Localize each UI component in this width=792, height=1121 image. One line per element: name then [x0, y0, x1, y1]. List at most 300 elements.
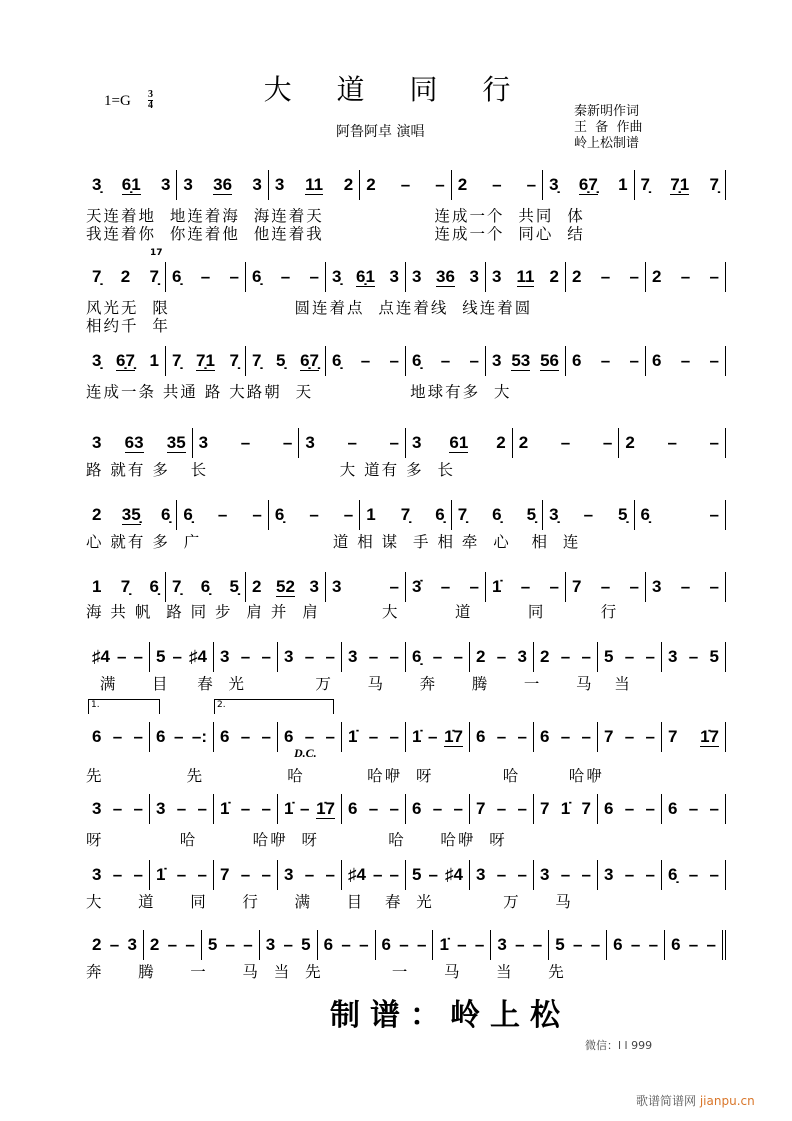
note: 6̣ — [412, 647, 422, 666]
measure — [598, 794, 662, 824]
note: – — [416, 935, 427, 954]
note: – — [435, 175, 445, 194]
note: 3 — [252, 175, 262, 194]
measure — [150, 794, 214, 824]
note: 7̣ — [172, 577, 182, 596]
note: – — [624, 865, 635, 884]
time-bottom: 4 — [148, 100, 153, 111]
note: 1̇ — [560, 799, 571, 818]
note: – — [560, 433, 571, 452]
note: – — [240, 433, 251, 452]
note: – — [172, 647, 182, 666]
note: 3 — [412, 433, 422, 452]
note: – — [560, 865, 571, 884]
note: – — [648, 935, 659, 954]
measure — [635, 170, 726, 200]
note: – — [709, 433, 720, 452]
note: 7 — [581, 799, 591, 818]
measure — [150, 722, 214, 752]
note: 1̇ — [412, 727, 422, 746]
staff-row — [86, 428, 726, 458]
note: – — [133, 647, 143, 666]
measure — [646, 572, 726, 602]
note: – — [325, 647, 335, 666]
note: 6 — [540, 727, 550, 746]
measure — [470, 860, 534, 890]
note: 6̣7̣ — [578, 174, 598, 194]
note: 2 — [343, 175, 354, 194]
lyrics-line: 满 目 春 光 万 马 奔 腾 一 马 当 — [86, 675, 632, 693]
note: – — [428, 727, 438, 746]
note: 3 — [309, 577, 319, 596]
note: 2 — [652, 267, 662, 286]
lyrics-line: 奔 腾 一 马 当 先 一 马 当 先 — [86, 963, 566, 981]
note: – — [428, 865, 438, 884]
note: 53 — [511, 350, 531, 370]
measure — [470, 642, 534, 672]
note: 2 — [625, 433, 635, 452]
note: 7̣1 — [670, 174, 690, 194]
note: 35 — [166, 432, 186, 452]
note: ♯4 — [445, 865, 463, 884]
note: – — [325, 865, 335, 884]
measure — [665, 930, 726, 960]
note: 3 — [220, 647, 230, 666]
note: – — [624, 727, 635, 746]
measure — [406, 722, 470, 752]
note: 7̣ — [229, 351, 239, 370]
measure — [86, 500, 177, 530]
measure — [543, 170, 634, 200]
note: 6̣ — [183, 505, 193, 524]
note: – — [581, 647, 591, 666]
measure — [406, 860, 470, 890]
note: 3̣ — [549, 505, 559, 524]
note: 7̣ — [92, 267, 102, 286]
staff-row — [86, 170, 726, 200]
measure — [486, 346, 566, 376]
note: 6 — [613, 935, 623, 954]
note: – — [300, 799, 310, 818]
measure — [491, 930, 549, 960]
measure — [549, 930, 607, 960]
note: 2 — [92, 505, 102, 524]
note: 3̣ — [549, 175, 559, 194]
measure — [360, 500, 451, 530]
song-title: 大 道 同 行 — [263, 73, 529, 106]
note: – — [389, 351, 399, 370]
key-signature: 1=G — [104, 93, 131, 109]
note: – — [680, 577, 691, 596]
note: – — [389, 433, 399, 452]
measure — [269, 170, 360, 200]
measure — [646, 346, 726, 376]
staff-row — [86, 794, 726, 824]
note: – — [217, 505, 228, 524]
note: – — [515, 935, 525, 954]
note: – — [453, 647, 463, 666]
note: 3 — [492, 351, 502, 370]
note: – — [167, 935, 178, 954]
note: 3 — [492, 267, 502, 286]
note: – — [709, 577, 719, 596]
note: 3 — [517, 647, 527, 666]
note: –: — [191, 727, 207, 746]
note: 1̇ — [348, 727, 358, 746]
note: 6 — [348, 799, 358, 818]
lyrics-line: 心 就有 多 广 道 相 谋 手 相 牵 心 相 连 — [86, 533, 581, 551]
volta-1: 1. — [88, 699, 160, 714]
note: – — [496, 799, 507, 818]
note: – — [688, 799, 699, 818]
note: 63 — [124, 432, 144, 452]
note: 1̇ — [492, 577, 502, 596]
note: 3 — [160, 175, 171, 194]
note: 1̇ — [284, 799, 294, 818]
note: – — [341, 935, 351, 954]
note: – — [581, 865, 591, 884]
note: – — [583, 505, 594, 524]
measure — [177, 170, 268, 200]
measure — [86, 860, 150, 890]
da-capo-mark: D.C. — [294, 746, 317, 760]
note: – — [572, 935, 583, 954]
note: – — [240, 647, 251, 666]
note: – — [252, 505, 262, 524]
measure — [452, 500, 543, 530]
watermark-cn: 歌谱简谱网 — [636, 1094, 697, 1108]
measure — [318, 930, 376, 960]
note: 3 — [668, 647, 678, 666]
measure — [166, 572, 246, 602]
measure — [193, 428, 300, 458]
measure — [278, 794, 342, 824]
note: – — [706, 935, 716, 954]
note: 3 — [284, 865, 294, 884]
note: – — [304, 647, 315, 666]
note: – — [389, 799, 399, 818]
note: 6 — [604, 799, 614, 818]
measure — [662, 642, 726, 672]
note: – — [343, 505, 354, 524]
staff-row — [86, 930, 726, 960]
note: – — [283, 935, 293, 954]
note: 2 — [149, 935, 160, 954]
note: 3 — [284, 647, 294, 666]
measure — [342, 722, 406, 752]
measure — [360, 170, 451, 200]
measure — [86, 572, 166, 602]
measure — [376, 930, 434, 960]
measure — [214, 642, 278, 672]
measure — [534, 794, 598, 824]
measure — [607, 930, 665, 960]
measure — [299, 428, 406, 458]
note: 7 — [220, 865, 230, 884]
note: – — [176, 865, 187, 884]
note: – — [173, 727, 184, 746]
note: – — [200, 267, 211, 286]
note: – — [600, 577, 611, 596]
note: – — [261, 727, 271, 746]
measure — [470, 722, 534, 752]
note: 2 — [518, 433, 529, 452]
measure — [342, 860, 406, 890]
note: ♯4 — [189, 647, 207, 666]
note: 5̣ — [276, 351, 286, 370]
measure — [534, 860, 598, 890]
note: – — [629, 351, 639, 370]
note: 3̣ — [92, 175, 102, 194]
note: 2 — [120, 267, 131, 286]
note: 1̇ — [156, 865, 166, 884]
note: 6 — [652, 351, 662, 370]
note: 7 — [476, 799, 486, 818]
note: – — [600, 351, 611, 370]
lyricist: 秦新明作词 — [574, 104, 640, 119]
note: – — [549, 577, 559, 596]
note: 6̣7̣ — [116, 350, 135, 370]
note: – — [243, 935, 253, 954]
note: – — [282, 433, 293, 452]
note: 5 — [412, 865, 422, 884]
measure — [86, 930, 144, 960]
measure — [326, 572, 406, 602]
singer: 阿鲁阿卓 演唱 — [336, 124, 425, 140]
lyrics-line: 连成一条 共通 路 大路朝 天 地球有多 大 — [86, 383, 512, 401]
note: – — [532, 935, 543, 954]
note: 1̇7 — [444, 726, 463, 746]
credits — [574, 104, 643, 152]
measure — [86, 428, 193, 458]
measure — [598, 722, 662, 752]
note: 3 — [469, 267, 479, 286]
note: 3 — [127, 935, 137, 954]
note: – — [432, 799, 443, 818]
note: – — [469, 577, 479, 596]
note: 6̣7̣ — [300, 350, 319, 370]
note: – — [560, 727, 571, 746]
note: 3 — [156, 799, 166, 818]
note: 3 — [604, 865, 614, 884]
note: – — [645, 865, 655, 884]
lyrics-line: 呀 哈 哈咿 呀 哈 哈咿 呀 — [86, 831, 507, 849]
note: 5 — [604, 647, 614, 666]
note: – — [709, 865, 719, 884]
note: – — [389, 577, 399, 596]
measure — [166, 346, 246, 376]
note: – — [630, 935, 641, 954]
note: – — [229, 267, 239, 286]
measure — [144, 930, 202, 960]
measure — [86, 262, 166, 292]
note: – — [440, 351, 451, 370]
note: 1̇7 — [700, 726, 719, 746]
note: – — [261, 865, 271, 884]
measure — [202, 930, 260, 960]
measure — [566, 346, 646, 376]
note: 2 — [549, 267, 559, 286]
measure — [406, 572, 486, 602]
measure — [598, 642, 662, 672]
note: – — [117, 647, 127, 666]
measure — [470, 794, 534, 824]
note: 5 — [555, 935, 565, 954]
note: – — [526, 175, 537, 194]
composer: 王 备 作曲 — [574, 120, 643, 135]
lyrics-line: 风光无 限 圆连着点 点连着线 线连着圆 — [86, 299, 533, 317]
note: – — [492, 175, 502, 194]
note: 3̇ — [412, 577, 422, 596]
grace-note: 17 — [150, 248, 163, 258]
time-top: 3 — [148, 89, 153, 100]
note: 5 — [709, 647, 719, 666]
note: – — [629, 577, 639, 596]
measure — [214, 860, 278, 890]
measure — [269, 500, 360, 530]
note: – — [133, 727, 143, 746]
measure — [534, 722, 598, 752]
note: 11 — [305, 174, 324, 194]
note: 5 — [301, 935, 311, 954]
note: 3 — [412, 267, 422, 286]
note: – — [176, 799, 187, 818]
staff-row — [86, 262, 726, 292]
note: 36 — [213, 174, 233, 194]
measure — [86, 170, 177, 200]
note: 6 — [671, 935, 681, 954]
note: – — [624, 647, 635, 666]
note: 3 — [497, 935, 507, 954]
lyrics-line: 天连着地 地连着海 海连着天 连成一个 共同 体 — [86, 207, 585, 225]
note: 3 — [476, 865, 486, 884]
note: – — [600, 267, 611, 286]
measure — [246, 262, 326, 292]
note: – — [185, 935, 195, 954]
measure — [406, 428, 513, 458]
volta-2: 2. — [214, 699, 334, 714]
note: 61 — [449, 432, 469, 452]
staff-row — [86, 572, 726, 602]
measure — [86, 346, 166, 376]
note: 2 — [252, 577, 262, 596]
note: – — [360, 351, 371, 370]
note: 5̣ — [229, 577, 239, 596]
lyrics-line: 路 就有 多 长 大 道有 多 长 — [86, 461, 455, 479]
measure — [662, 860, 726, 890]
staff-row — [86, 346, 726, 376]
note: 3 — [92, 433, 102, 452]
note: – — [440, 577, 451, 596]
note: 6̣ — [252, 267, 262, 286]
note: ♯4 — [92, 647, 110, 666]
note: – — [399, 935, 409, 954]
measure — [406, 262, 486, 292]
note: – — [709, 267, 719, 286]
note: 1 — [92, 577, 102, 596]
lyrics-line: 海 共 帆 路 同 步 肩 并 肩 大 道 同 行 — [86, 603, 619, 621]
measure — [214, 722, 278, 752]
note: 7̣ — [120, 577, 131, 596]
note: – — [688, 935, 699, 954]
note: 3 — [652, 577, 662, 596]
note: 6 — [412, 799, 422, 818]
note: – — [688, 865, 699, 884]
note: – — [432, 647, 443, 666]
note: 56 — [540, 350, 559, 370]
note: 7̣ — [252, 351, 262, 370]
note: – — [197, 865, 207, 884]
note: 3̣ — [332, 267, 342, 286]
staff-row — [86, 722, 726, 752]
note: – — [112, 865, 123, 884]
measure — [86, 722, 150, 752]
note: 6̣ — [149, 577, 159, 596]
note: – — [112, 727, 123, 746]
measure — [150, 860, 214, 890]
note: 6̣ — [332, 351, 342, 370]
note: 6̣ — [435, 505, 445, 524]
note: – — [400, 175, 411, 194]
note: – — [520, 577, 531, 596]
note: 6̣ — [640, 505, 650, 524]
measure — [326, 346, 406, 376]
note: – — [602, 433, 613, 452]
note: – — [240, 865, 251, 884]
note: 3 — [332, 577, 342, 596]
note: – — [517, 799, 527, 818]
lyrics-line: 先 先 哈 哈咿 呀 哈 哈咿 — [86, 767, 604, 785]
note: – — [304, 865, 315, 884]
note: – — [133, 865, 143, 884]
note: – — [474, 935, 485, 954]
measure — [406, 346, 486, 376]
note: – — [261, 799, 271, 818]
watermark-en: jianpu.cn — [699, 1094, 755, 1108]
note: – — [688, 647, 699, 666]
watermark — [636, 1092, 755, 1109]
note: 2 — [496, 433, 506, 452]
note: 35̣ — [121, 504, 141, 524]
note: 3 — [92, 865, 102, 884]
note: 6 — [284, 727, 294, 746]
note: 11 — [516, 266, 535, 286]
measure — [86, 642, 150, 672]
measure — [278, 860, 342, 890]
measure — [406, 642, 470, 672]
note: – — [709, 505, 719, 524]
note: – — [240, 727, 251, 746]
note: 6 — [572, 351, 582, 370]
note: – — [197, 799, 207, 818]
time-signature — [148, 90, 153, 111]
note: 3̣ — [92, 351, 102, 370]
note: 7̣ — [640, 175, 650, 194]
note: 3 — [198, 433, 209, 452]
note: – — [517, 865, 527, 884]
note: 5 — [156, 647, 166, 666]
note: 1 — [149, 351, 159, 370]
note: – — [680, 267, 691, 286]
note: 3 — [348, 647, 358, 666]
staff-row — [86, 642, 726, 672]
note: – — [624, 799, 635, 818]
note: – — [581, 727, 591, 746]
measure — [566, 262, 646, 292]
lyrics-line: 相约千 年 — [86, 317, 170, 335]
staff-row — [86, 500, 726, 530]
note: 6 — [156, 727, 166, 746]
